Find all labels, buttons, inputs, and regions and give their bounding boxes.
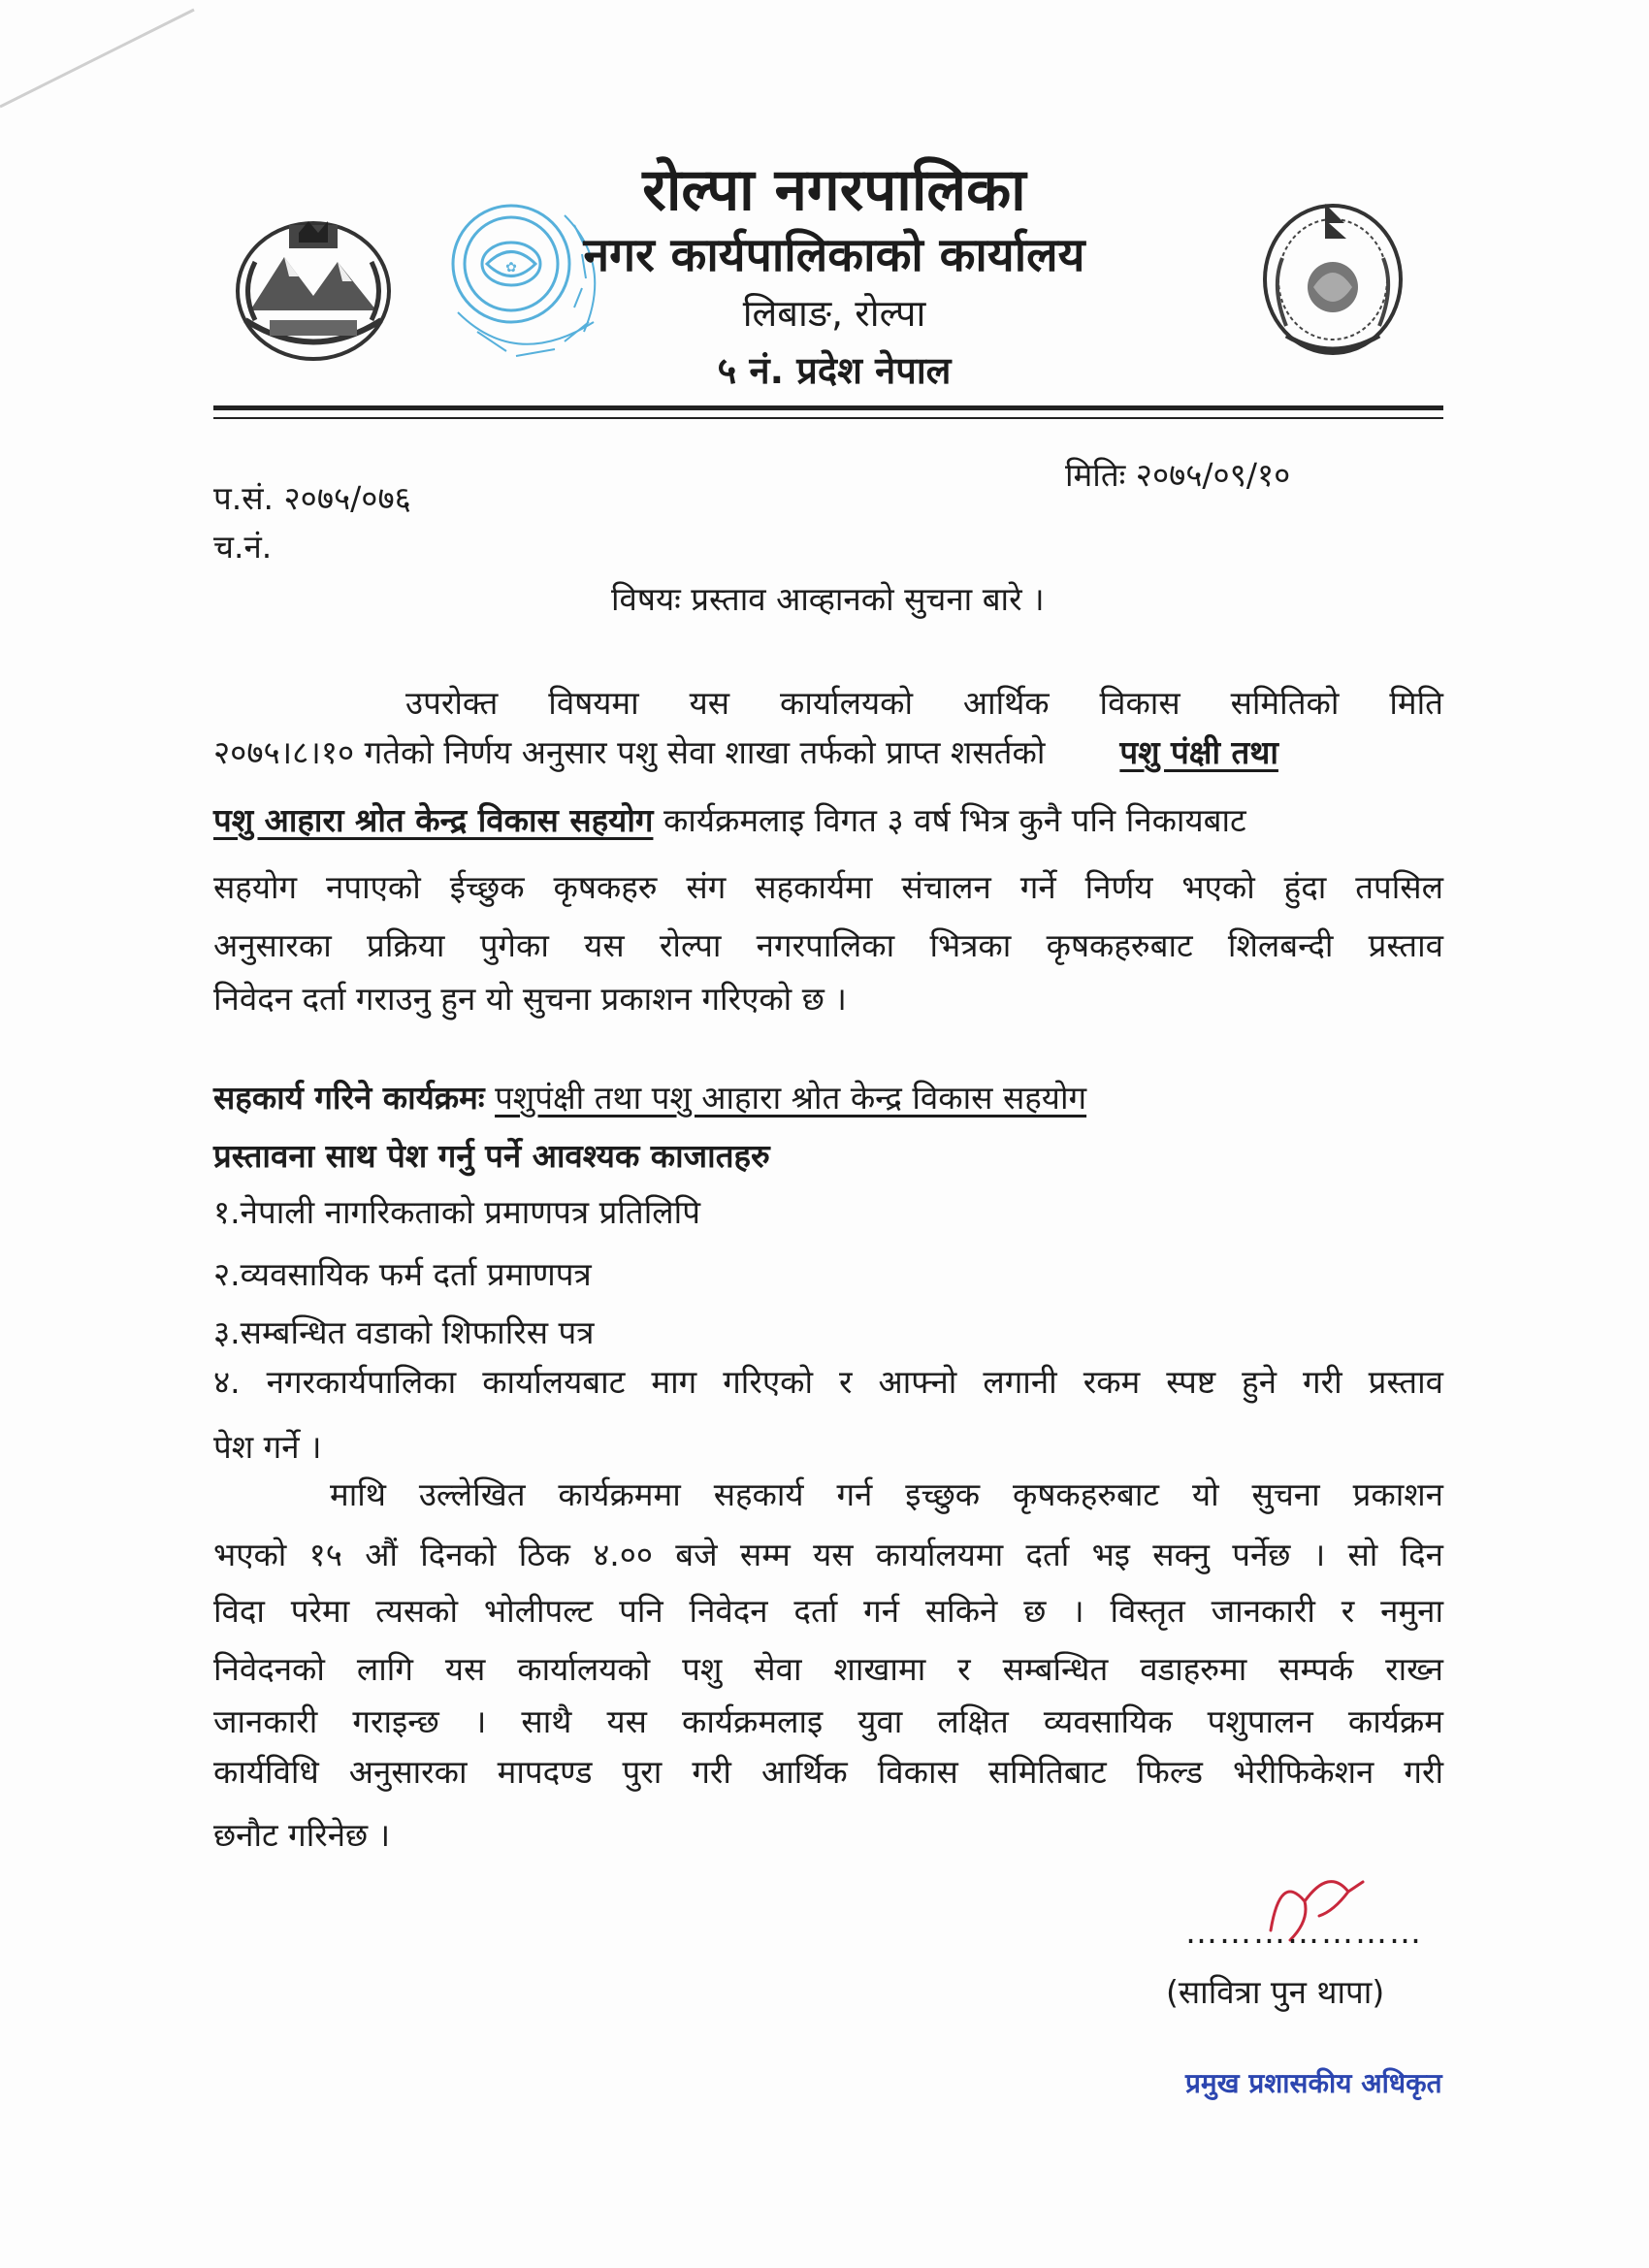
- paragraph-2-line-3: विदा परेमा त्यसको भोलीपल्ट पनि निवेदन दर्ता गर्न सकिने छ । विस्तृत जानकारी र नमुना: [213, 1592, 1443, 1630]
- province-line: ५ नं. प्रदेश नेपाल: [717, 349, 952, 392]
- program-label: सहकार्य गरिने कार्यक्रमः: [213, 1079, 485, 1117]
- paragraph-1-line-2-text: २०७५।८।१० गतेको निर्णय अनुसार पशु सेवा शाखा तर्फको प्राप्त शसर्तको: [213, 733, 1046, 771]
- paragraph-2-line-5: जानकारी गराइन्छ । साथै यस कार्यक्रमलाइ युवा लक्षित व्यवसायिक पशुपालन कार्यक्रम: [213, 1702, 1443, 1740]
- paragraph-2-line-1: माथि उल्लेखित कार्यक्रममा सहकार्य गर्न इच्छुक कृषकहरुबाट यो सुचना प्रकाशन: [330, 1475, 1443, 1513]
- paragraph-1-line-3-text: कार्यक्रमलाइ विगत ३ वर्ष भित्र कुनै पनि निकायबाट: [663, 801, 1246, 839]
- municipality-name: रोल्पा नगरपालिका: [642, 156, 1026, 224]
- paragraph-2-line-6: कार्यविधि अनुसारका मापदण्ड पुरा गरी आर्थिक विकास समितिबाट फिल्ड भेरीफिकेशन गरी: [213, 1753, 1443, 1791]
- reference-number: प.सं. २०७५/०७६: [213, 479, 411, 517]
- office-name: नगर कार्यपालिकाको कार्यालय: [583, 228, 1085, 282]
- signature-line: …………………: [1185, 1913, 1423, 1951]
- document-item-3: ३.सम्बन्धित वडाको शिफारिस पत्र: [213, 1313, 595, 1351]
- program-line: [213, 1075, 1086, 1118]
- paragraph-1-line-3: [213, 797, 1246, 841]
- document-item-4-line-1: ४. नगरकार्यपालिका कार्यालयबाट माग गरिएको र आफ्नो लगानी रकम स्पष्ट हुने गरी प्रस्ताव: [213, 1363, 1443, 1401]
- documents-heading: प्रस्तावना साथ पेश गर्नु पर्ने आवश्यक काजातहरु: [213, 1137, 770, 1175]
- svg-text:✿: ✿: [505, 260, 517, 275]
- paragraph-2-line-4: निवेदनको लागि यस कार्यालयको पशु सेवा शाखामा र सम्बन्धित वडाहरुमा सम्पर्क राख्न: [213, 1650, 1443, 1688]
- program-name: पशुपंक्षी तथा पशु आहारा श्रोत केन्द्र विकास सहयोग: [495, 1079, 1087, 1117]
- paragraph-1-line-6: निवेदन दर्ता गराउनु हुन यो सुचना प्रकाशन गरिएको छ ।: [213, 980, 847, 1018]
- signatory-designation: प्रमुख प्रशासकीय अधिकृत: [1185, 2067, 1442, 2099]
- paragraph-2-line-7: छनौट गरिनेछ ।: [213, 1816, 391, 1854]
- subject-line: विषयः प्रस्ताव आव्हानको सुचना बारे ।: [611, 580, 1045, 618]
- paragraph-2-line-2: भएको १५ औं दिनको ठिक ४.०० बजे सम्म यस कार्यालयमा दर्ता भइ सक्नु पर्नेछ । सो दिन: [213, 1536, 1443, 1573]
- document-item-1: १.नेपाली नागरिकताको प्रमाणपत्र प्रतिलिपि: [213, 1193, 700, 1231]
- dispatch-number: च.नं.: [213, 528, 273, 566]
- program-title-part-1: पशु पंक्षी तथा: [1119, 733, 1278, 771]
- paragraph-1-line-4: सहयोग नपाएको ईच्छुक कृषकहरु संग सहकार्यमा संचालन गर्ने निर्णय भएको हुंदा तपसिल: [213, 868, 1443, 906]
- letter-date: मितिः २०७५/०९/१०: [1065, 456, 1291, 494]
- national-emblem: [1257, 190, 1408, 361]
- paragraph-1-line-1: उपरोक्त विषयमा यस कार्यालयको आर्थिक विकास समितिको मिति: [405, 684, 1443, 722]
- signatory-name: (सावित्रा पुन थापा): [1166, 1973, 1385, 2011]
- header-rule-thin: [213, 417, 1443, 419]
- document-item-2: २.व्यवसायिक फर्म दर्ता प्रमाणपत्र: [213, 1255, 592, 1293]
- letterhead: [543, 155, 1125, 400]
- paragraph-1-line-2: [213, 729, 1278, 773]
- header-rule-thick: [213, 405, 1443, 410]
- document-item-4-line-2: पेश गर्ने ।: [213, 1428, 322, 1466]
- office-address: लिबाङ, रोल्पा: [742, 292, 926, 335]
- page-fold-crease: [0, 0, 213, 146]
- paragraph-1-line-5: अनुसारका प्रक्रिया पुगेका यस रोल्पा नगरपालिका भित्रका कृषकहरुबाट शिलबन्दी प्रस्ताव: [213, 926, 1443, 964]
- nepal-coat-of-arms-emblem: [231, 204, 396, 369]
- program-title-part-2: पशु आहारा श्रोत केन्द्र विकास सहयोग: [213, 801, 654, 839]
